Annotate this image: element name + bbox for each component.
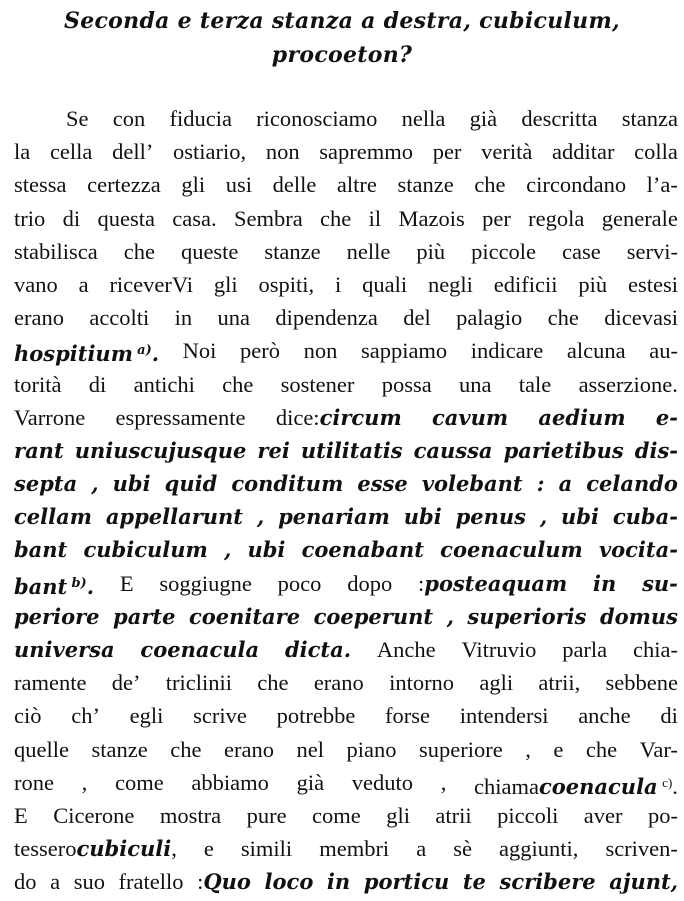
word: po- — [647, 802, 678, 828]
word: e — [553, 736, 564, 762]
word: , — [440, 769, 447, 795]
word: dell’ — [112, 139, 154, 165]
italic-word: su- — [642, 570, 678, 596]
italic-word: esse — [357, 471, 408, 497]
word: chia- — [633, 637, 678, 662]
word: di — [88, 371, 107, 397]
word: piccole — [471, 238, 537, 264]
word: verità — [481, 139, 533, 165]
word: suo — [73, 869, 105, 895]
italic-word: ajunt, — [609, 869, 678, 895]
word: quali — [362, 271, 408, 297]
word: con — [112, 106, 146, 131]
italic-word: , — [539, 504, 548, 530]
word: additar — [552, 139, 615, 165]
text-line — [14, 235, 678, 268]
text-line — [14, 533, 678, 566]
word: per — [482, 205, 511, 231]
italic-word: e- — [655, 404, 678, 430]
word: gli — [386, 802, 410, 828]
italic-word: septa — [14, 471, 78, 497]
italic-word: ubi — [247, 537, 286, 563]
word: più — [578, 271, 608, 297]
italic-word: caussa — [413, 437, 493, 463]
text-line — [14, 666, 678, 699]
italic-word: rant — [14, 437, 64, 463]
word: fratello — [118, 869, 184, 895]
word: regola — [528, 205, 585, 231]
word: altre — [336, 172, 377, 198]
word: generale — [601, 205, 678, 231]
italic-word: domus — [599, 603, 678, 629]
italic-word: utilitatis — [300, 437, 403, 463]
word: che — [123, 238, 155, 264]
word: do — [14, 869, 37, 895]
word: accolti — [89, 305, 150, 331]
word: veduto — [351, 769, 414, 795]
italic-word: ubi — [561, 504, 599, 530]
word: atrii, — [538, 670, 581, 696]
word: dopo — [347, 570, 393, 596]
word: asserzione. — [578, 371, 678, 397]
footnote-marker: c) — [662, 774, 673, 790]
word: sostener — [280, 371, 355, 397]
italic-word: parte — [113, 603, 176, 629]
word: ciò — [14, 703, 42, 729]
word: casa. — [172, 205, 217, 231]
text-line — [14, 368, 678, 401]
word: e — [203, 836, 214, 862]
italic-word: vocita- — [598, 537, 678, 563]
text-line — [14, 799, 678, 832]
italic-word: : — [536, 471, 545, 497]
word: questa — [97, 205, 155, 231]
italic-word: parietibus — [503, 437, 624, 463]
heading-line-1: Seconda e terza stanza a destra, cubiculum, — [64, 8, 620, 34]
word: negli — [427, 271, 473, 297]
word: possa — [381, 371, 432, 397]
word: ch’ — [71, 703, 100, 729]
word: stanze — [264, 238, 321, 264]
italic-word: coenabant — [301, 537, 424, 563]
word: tale — [518, 371, 552, 397]
word: non — [265, 139, 300, 165]
word: queste — [180, 238, 239, 264]
word: potrebbe — [276, 703, 356, 729]
italic-word: conditum — [231, 471, 344, 497]
text-line — [14, 434, 678, 467]
italic-word: cubiculum — [83, 537, 208, 563]
word: Var- — [639, 736, 678, 762]
word: ramente — [14, 670, 87, 696]
italic-word: a — [558, 471, 573, 497]
word: parla — [562, 637, 608, 662]
word: più — [416, 238, 446, 264]
word: sapremmo — [319, 139, 413, 165]
word: sebbene — [605, 670, 678, 696]
italic-word: celando — [586, 471, 678, 497]
word: trio — [14, 205, 46, 231]
italic-word: aedium — [538, 404, 626, 430]
word: di — [62, 205, 81, 231]
word: già — [469, 106, 498, 131]
heading-line-2: procoeton? — [271, 42, 413, 68]
text-line — [14, 766, 678, 799]
word: E — [14, 802, 28, 828]
word: circondano — [526, 172, 627, 198]
word: il — [368, 205, 382, 231]
word: edificii — [493, 271, 558, 297]
italic-word: ubi — [112, 471, 151, 497]
word: nel — [296, 736, 324, 762]
word: stessa — [14, 172, 67, 198]
paragraph-body — [14, 102, 678, 899]
italic-word: coenitare — [188, 603, 301, 629]
word: che — [547, 305, 579, 331]
word: piccoli — [497, 802, 559, 828]
word: che — [320, 205, 352, 231]
italic-word: uniuscujusque — [74, 437, 247, 463]
word: :Quo — [197, 869, 251, 895]
word: che — [257, 670, 289, 696]
italic-word: in — [593, 570, 617, 596]
word: aver — [583, 802, 623, 828]
word: ostiario, — [173, 139, 247, 165]
word: dipendenza — [275, 305, 378, 331]
word: espressamente — [115, 404, 246, 430]
footnote-marker: a) — [137, 343, 152, 359]
word: di — [660, 703, 678, 729]
word: intendersi — [459, 703, 549, 729]
word: quelle — [14, 736, 69, 762]
word: servi- — [626, 238, 678, 264]
italic-word: universa — [14, 637, 115, 662]
italic-word: rei — [257, 437, 290, 463]
text-line — [14, 135, 678, 168]
italic-word: appellarunt — [105, 504, 244, 530]
word: riconosciamo — [256, 106, 378, 131]
word: che — [474, 172, 506, 198]
word: aggiunti, — [499, 836, 579, 862]
word: gli — [181, 172, 206, 198]
text-line — [14, 865, 678, 898]
italic-word: bant — [14, 537, 68, 563]
word: pure — [246, 802, 287, 828]
word: però — [240, 338, 280, 364]
word: case — [562, 238, 601, 264]
word: antichi — [133, 371, 195, 397]
word: , — [525, 736, 531, 762]
footnote-marker: b) — [71, 575, 87, 591]
word: Anche — [376, 637, 436, 662]
word: stanze — [397, 172, 454, 198]
word: soggiugne — [159, 570, 252, 596]
word: descritta — [521, 106, 598, 131]
italic-word: cellam — [14, 504, 92, 530]
word: scrive — [193, 703, 247, 729]
italic-word: porticu — [363, 869, 450, 895]
word: Varrone — [14, 404, 86, 430]
word: i — [334, 271, 342, 297]
italic-word: cuba- — [612, 504, 678, 530]
italic-word: dis- — [634, 437, 678, 463]
text-line — [14, 832, 678, 865]
word: chiamacoenacula c). — [474, 766, 678, 799]
text-line — [14, 500, 678, 533]
word: stanza — [621, 106, 678, 131]
word: dicevasi — [604, 305, 678, 331]
italic-word: coenaculum — [440, 537, 583, 563]
word: gli — [213, 271, 238, 297]
italic-word: ubi — [403, 504, 442, 530]
word: alcuna — [566, 338, 626, 364]
word: già — [296, 769, 325, 795]
word: rone — [14, 769, 54, 795]
word: stabilisca — [14, 238, 98, 264]
word: atrii — [435, 802, 472, 828]
word: riceverVi — [109, 271, 194, 297]
word: intorno — [389, 670, 455, 696]
word: Noi — [182, 338, 217, 364]
word: che — [585, 736, 618, 762]
word: la — [14, 139, 31, 165]
word: E — [119, 570, 134, 596]
italic-word: loco — [264, 869, 314, 895]
italic-word: bant b). — [14, 567, 94, 600]
word: agli — [479, 670, 514, 696]
word: triclinii — [165, 670, 233, 696]
text-line — [14, 401, 678, 434]
text-line — [14, 301, 678, 334]
word: indicare — [470, 338, 544, 364]
italic-word: penus — [455, 504, 526, 530]
italic-word: coeperunt — [313, 603, 434, 629]
word: fiducia — [169, 106, 232, 131]
word: poco — [277, 570, 322, 596]
word: che — [170, 736, 202, 762]
word: abbiamo — [191, 769, 269, 795]
word: au- — [649, 338, 678, 364]
word: anche — [578, 703, 631, 729]
italic-word: , — [223, 537, 232, 563]
text-line — [14, 733, 678, 766]
word: una — [217, 305, 251, 331]
word: usi — [225, 172, 252, 198]
italic-word: , — [256, 504, 265, 530]
word: non — [303, 338, 338, 364]
word: come — [312, 802, 361, 828]
italic-word: quid — [164, 471, 218, 497]
italic-word: scribere — [499, 869, 596, 895]
italic-word: , — [446, 603, 454, 629]
word: colla — [634, 139, 678, 165]
word: scriven- — [605, 836, 678, 862]
text-line — [14, 334, 678, 367]
word: Cicerone — [53, 802, 135, 828]
word: delle — [272, 172, 317, 198]
italic-word: hospitium a). — [14, 334, 159, 367]
italic-word: te — [462, 869, 486, 895]
text-line — [14, 168, 678, 201]
word: erano — [14, 305, 64, 331]
word: erano — [223, 736, 274, 762]
word: Sembra — [233, 205, 303, 231]
word: vano — [14, 271, 58, 297]
word: l’a- — [646, 172, 678, 198]
word: estesi — [627, 271, 678, 297]
word: piano — [346, 736, 397, 762]
word: membri — [319, 836, 390, 862]
word: Se — [66, 106, 89, 131]
text-line — [14, 699, 678, 732]
word: del — [403, 305, 431, 331]
italic-word: superioris — [467, 603, 587, 629]
word: ospiti, — [258, 271, 315, 297]
italic-word: cavum — [432, 404, 509, 430]
text-line — [14, 268, 678, 301]
word: egli — [129, 703, 164, 729]
word: simili — [240, 836, 293, 862]
text-line — [14, 600, 678, 633]
word: certezza — [87, 172, 161, 198]
word: forse — [385, 703, 431, 729]
text-line — [14, 567, 678, 600]
word: de’ — [111, 670, 141, 696]
text-line — [14, 202, 678, 235]
section-heading — [0, 4, 684, 72]
word: cella — [49, 139, 93, 165]
word: erano — [313, 670, 364, 696]
italic-word: volebant — [421, 471, 523, 497]
text-line — [14, 467, 678, 500]
word: nella — [401, 106, 446, 131]
italic-word: in — [326, 869, 351, 895]
word: dice:circum — [275, 404, 402, 430]
word: stanze — [91, 736, 148, 762]
word: Mazois — [398, 205, 465, 231]
word: mostra — [159, 802, 222, 828]
word: sappiamo — [360, 338, 448, 364]
italic-word: coenacula — [140, 637, 260, 662]
word: in — [174, 305, 193, 331]
italic-word: penariam — [278, 504, 390, 530]
word: come — [114, 769, 164, 795]
word: a — [416, 836, 427, 862]
text-line — [14, 102, 678, 135]
word: , — [81, 769, 88, 795]
word: nelle — [346, 238, 391, 264]
word: torità — [14, 371, 62, 397]
word: :posteaquam — [418, 570, 568, 596]
italic-word: , — [91, 471, 99, 497]
word: a — [50, 869, 61, 895]
word: tesserocubiculi, — [14, 836, 177, 862]
word: palagio — [456, 305, 523, 331]
word: una — [458, 371, 492, 397]
word: che — [222, 371, 254, 397]
word: superiore — [419, 736, 503, 762]
word: sè — [453, 836, 472, 862]
italic-word: periore — [14, 603, 100, 629]
text-line — [14, 633, 678, 666]
word: per — [432, 139, 462, 165]
word: a — [78, 271, 89, 297]
italic-word: dicta. — [284, 637, 352, 662]
word: Vitruvio — [461, 637, 537, 662]
